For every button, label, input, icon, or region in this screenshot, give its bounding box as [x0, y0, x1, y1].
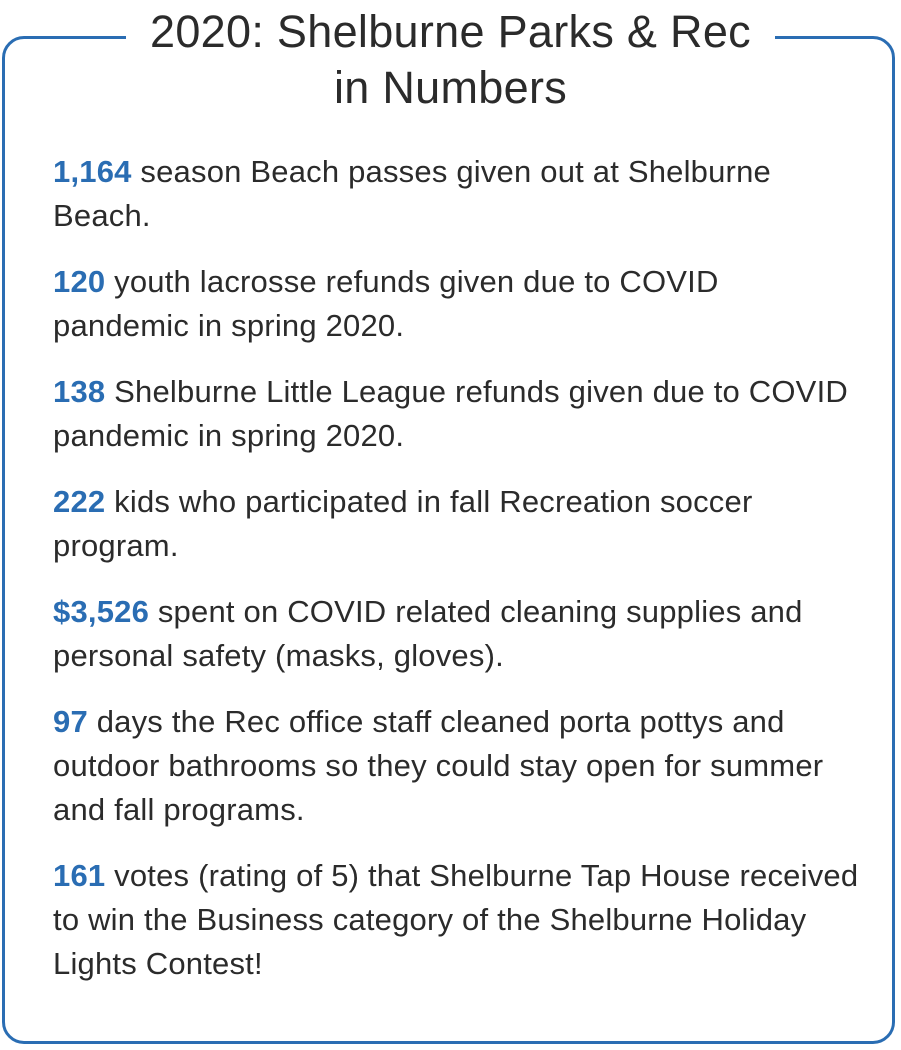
- fact-item-soccer-kids: [53, 480, 863, 568]
- fact-number: 222: [53, 484, 106, 519]
- fact-text: days the Rec office staff cleaned porta pottys and outdoor bathrooms so they could stay open for summer and fall programs.: [53, 704, 824, 827]
- fact-item-cleaning-supplies: [53, 590, 863, 678]
- title-line-2: in Numbers: [333, 62, 568, 113]
- fact-text: Shelburne Little League refunds given due to COVID pandemic in spring 2020.: [53, 374, 848, 453]
- fact-text: kids who participated in fall Recreation soccer program.: [53, 484, 753, 563]
- fact-item-little-league-refunds: [53, 370, 863, 458]
- fact-number: $3,526: [53, 594, 150, 629]
- fact-number: 161: [53, 858, 106, 893]
- fact-text: season Beach passes given out at Shelburne Beach.: [53, 154, 771, 233]
- fact-item-cleaning-days: [53, 700, 863, 832]
- fact-text: youth lacrosse refunds given due to COVID pandemic in spring 2020.: [53, 264, 719, 343]
- fact-number: 120: [53, 264, 106, 299]
- fact-text: spent on COVID related cleaning supplies and personal safety (masks, gloves).: [53, 594, 803, 673]
- title-line-1: 2020: Shelburne Parks & Rec: [150, 6, 751, 57]
- facts-list: [53, 150, 863, 1008]
- fact-number: 97: [53, 704, 88, 739]
- fact-number: 138: [53, 374, 106, 409]
- fact-item-lacrosse-refunds: [53, 260, 863, 348]
- fact-item-holiday-votes: [53, 854, 863, 986]
- fact-text: votes (rating of 5) that Shelburne Tap House received to win the Business category of the Shelburne Holiday Lights Contest!: [53, 858, 859, 981]
- fact-item-beach-passes: [53, 150, 863, 238]
- fact-number: 1,164: [53, 154, 132, 189]
